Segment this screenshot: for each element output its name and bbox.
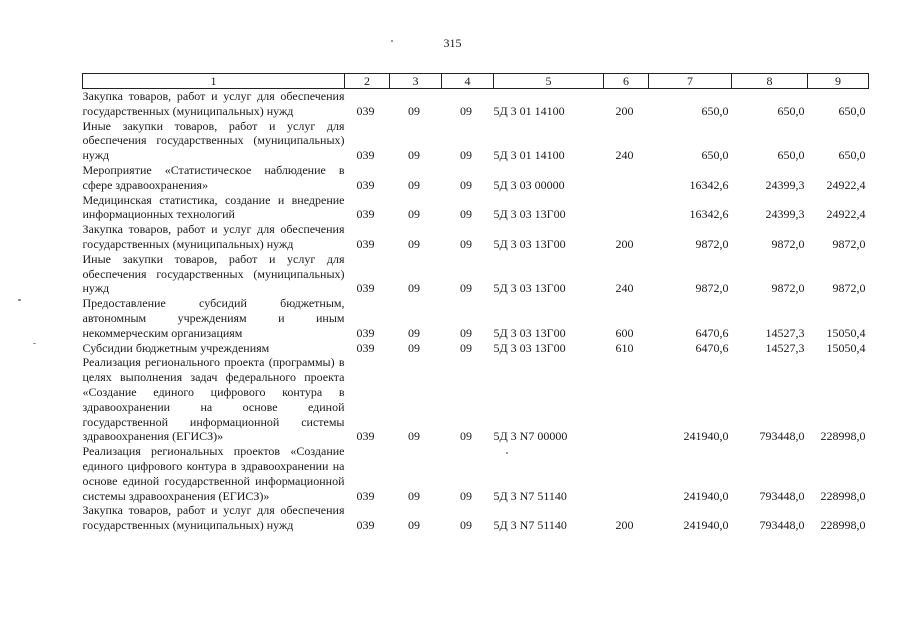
scan-speck xyxy=(33,343,36,344)
table-row xyxy=(83,119,869,163)
cell-amount-8: 14527,3 xyxy=(765,325,805,340)
cell-amount-9: 228998,0 xyxy=(820,429,866,444)
cell-amount-7: 650,0 xyxy=(701,103,729,118)
table-row xyxy=(83,503,869,533)
row-name: Иные закупки товаров, работ и услуг для обеспечения государственных (муниципальных) нужд xyxy=(82,118,345,163)
row-name: Иные закупки товаров, работ и услуг для обеспечения государственных (муниципальных) нужд xyxy=(82,251,345,296)
cell-amount-9: 228998,0 xyxy=(820,488,866,503)
cell-amount-9: 228998,0 xyxy=(820,518,866,533)
cell-expense-type: 200 xyxy=(615,236,634,251)
scan-speck xyxy=(18,299,21,301)
column-header: 8 xyxy=(732,74,808,89)
cell-amount-8: 9872,0 xyxy=(771,236,805,251)
cell-expense-type: 610 xyxy=(615,340,634,355)
cell-section: 09 xyxy=(408,340,420,355)
cell-amount-8: 650,0 xyxy=(777,148,805,163)
cell-subsection: 09 xyxy=(460,177,472,192)
cell-section: 09 xyxy=(408,325,420,340)
cell-subsection: 09 xyxy=(460,103,472,118)
row-name: Закупка товаров, работ и услуг для обеспечения государственных (муниципальных) нужд xyxy=(82,222,345,251)
cell-amount-7: 241940,0 xyxy=(683,488,729,503)
cell-ministry: 039 xyxy=(356,103,375,118)
cell-expense-type: 200 xyxy=(615,518,634,533)
cell-amount-8: 14527,3 xyxy=(765,340,805,355)
cell-amount-8: 793448,0 xyxy=(759,488,805,503)
cell-amount-8: 650,0 xyxy=(777,103,805,118)
cell-amount-7: 6470,6 xyxy=(695,340,729,355)
cell-ministry: 039 xyxy=(356,488,375,503)
table-row xyxy=(83,222,869,252)
cell-ministry: 039 xyxy=(356,236,375,251)
cell-section: 09 xyxy=(408,177,420,192)
table-header-row xyxy=(83,74,869,89)
cell-amount-7: 16342,6 xyxy=(689,207,729,222)
cell-expense-type: 240 xyxy=(615,148,634,163)
cell-amount-9: 9872,0 xyxy=(832,236,866,251)
cell-ministry: 039 xyxy=(356,518,375,533)
row-name: Медицинская статистика, создание и внедрение информационных технологий xyxy=(82,192,345,222)
cell-ministry: 039 xyxy=(356,148,375,163)
cell-amount-7: 16342,6 xyxy=(689,177,729,192)
table-row xyxy=(83,163,869,193)
cell-target-article: 5Д 3 03 13Г00 xyxy=(493,340,566,355)
cell-amount-9: 15050,4 xyxy=(826,340,866,355)
cell-expense-type: 240 xyxy=(615,281,634,296)
cell-amount-7: 241940,0 xyxy=(683,518,729,533)
table-row xyxy=(83,296,869,340)
cell-section: 09 xyxy=(408,148,420,163)
table-row xyxy=(83,252,869,296)
cell-ministry: 039 xyxy=(356,325,375,340)
column-header: 9 xyxy=(808,74,869,89)
cell-amount-7: 650,0 xyxy=(701,148,729,163)
row-name: Мероприятие «Статистическое наблюдение в сфере здравоохранения» xyxy=(82,162,345,192)
cell-amount-8: 793448,0 xyxy=(759,518,805,533)
cell-ministry: 039 xyxy=(356,340,375,355)
table-row xyxy=(83,341,869,356)
cell-amount-7: 9872,0 xyxy=(695,236,729,251)
cell-amount-8: 9872,0 xyxy=(771,281,805,296)
cell-amount-9: 650,0 xyxy=(838,148,866,163)
cell-subsection: 09 xyxy=(460,325,472,340)
cell-amount-9: 9872,0 xyxy=(832,281,866,296)
cell-section: 09 xyxy=(408,429,420,444)
row-name: Предоставление субсидий бюджетным, автономным учреждениям и иным некоммерческим организациям xyxy=(82,296,345,340)
cell-ministry: 039 xyxy=(356,281,375,296)
cell-subsection: 09 xyxy=(460,518,472,533)
column-header: 7 xyxy=(649,74,732,89)
cell-section: 09 xyxy=(408,207,420,222)
cell-amount-9: 24922,4 xyxy=(826,177,866,192)
cell-amount-7: 9872,0 xyxy=(695,281,729,296)
cell-section: 09 xyxy=(408,488,420,503)
cell-target-article: 5Д 3 N7 51140 xyxy=(493,488,567,503)
cell-target-article: 5Д 3 N7 51140 xyxy=(493,518,567,533)
cell-ministry: 039 xyxy=(356,429,375,444)
cell-expense-type: 600 xyxy=(615,325,634,340)
cell-amount-7: 241940,0 xyxy=(683,429,729,444)
cell-section: 09 xyxy=(408,236,420,251)
cell-subsection: 09 xyxy=(460,340,472,355)
cell-subsection: 09 xyxy=(460,236,472,251)
column-header: 4 xyxy=(442,74,494,89)
cell-target-article: 5Д 3 03 13Г00 xyxy=(493,281,566,296)
cell-expense-type xyxy=(604,163,649,193)
table-row xyxy=(83,193,869,223)
cell-amount-9: 24922,4 xyxy=(826,207,866,222)
cell-amount-8: 24399,3 xyxy=(765,207,805,222)
row-name: Реализация регионального проекта (программы) в целях выполнения задач федерального проекта «Создание единого цифрового контура в здравоохранении на основе единой государственной информационной системы здравоохранения (ЕГИСЗ)» xyxy=(82,355,345,444)
row-name: Реализация региональных проектов «Создание единого цифрового контура в здравоохранении на основе единой государственной информационной системы здравоохранения (ЕГИСЗ)» xyxy=(82,444,345,503)
cell-amount-7: 6470,6 xyxy=(695,325,729,340)
cell-amount-8: 793448,0 xyxy=(759,429,805,444)
cell-subsection: 09 xyxy=(460,281,472,296)
cell-amount-9: 15050,4 xyxy=(826,325,866,340)
cell-amount-8: 24399,3 xyxy=(765,177,805,192)
cell-ministry: 039 xyxy=(356,207,375,222)
cell-subsection: 09 xyxy=(460,207,472,222)
budget-table xyxy=(82,73,869,533)
cell-subsection: 09 xyxy=(460,429,472,444)
row-name: Субсидии бюджетным учреждениям xyxy=(82,340,270,355)
cell-target-article: 5Д 3 01 14100 xyxy=(493,148,565,163)
cell-subsection: 09 xyxy=(460,148,472,163)
page-number: 315 xyxy=(443,36,462,50)
cell-expense-type xyxy=(604,193,649,223)
table-row xyxy=(83,355,869,444)
column-header: 2 xyxy=(345,74,390,89)
row-name: Закупка товаров, работ и услуг для обеспечения государственных (муниципальных) нужд xyxy=(82,503,345,533)
cell-section: 09 xyxy=(408,518,420,533)
cell-section: 09 xyxy=(408,103,420,118)
table-row xyxy=(83,444,869,503)
cell-target-article: 5Д 3 03 13Г00 xyxy=(493,236,566,251)
cell-expense-type xyxy=(604,444,649,503)
cell-target-article: 5Д 3 01 14100 xyxy=(493,103,565,118)
cell-expense-type xyxy=(604,355,649,444)
column-header: 3 xyxy=(390,74,442,89)
cell-section: 09 xyxy=(408,281,420,296)
cell-target-article: 5Д 3 03 00000 xyxy=(493,177,565,192)
cell-subsection: 09 xyxy=(460,488,472,503)
cell-target-article: 5Д 3 N7 00000 xyxy=(493,429,568,444)
column-header: 5 xyxy=(494,74,604,89)
cell-amount-9: 650,0 xyxy=(838,103,866,118)
row-name: Закупка товаров, работ и услуг для обеспечения государственных (муниципальных) нужд xyxy=(82,89,345,118)
column-header: 6 xyxy=(604,74,649,89)
column-header: 1 xyxy=(83,74,345,89)
scan-speck xyxy=(391,40,393,42)
cell-target-article: 5Д 3 03 13Г00 xyxy=(493,325,566,340)
table-row xyxy=(83,89,869,119)
cell-target-article: 5Д 3 03 13Г00 xyxy=(493,207,566,222)
cell-ministry: 039 xyxy=(356,177,375,192)
cell-expense-type: 200 xyxy=(615,103,634,118)
